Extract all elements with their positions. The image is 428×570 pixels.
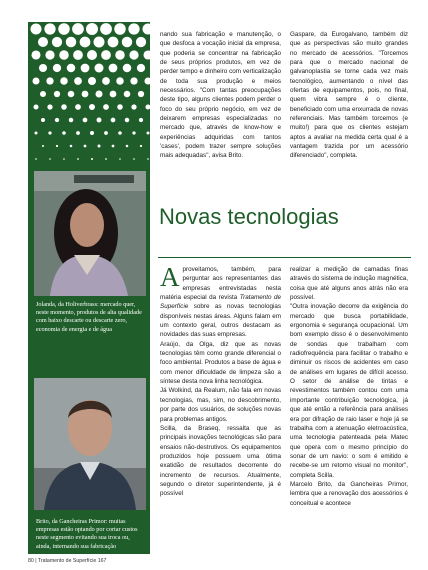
photo-brito (34, 378, 146, 510)
halftone-dot (98, 145, 101, 148)
halftone-dot (143, 50, 150, 59)
halftone-dot (86, 23, 98, 35)
halftone-dot (130, 77, 137, 84)
paragraph-measurement: realizar a medição de camadas finas através do sistema de indução magnética, coisa que até alguns anos atrás não era possível. (290, 266, 408, 302)
halftone-dot (67, 64, 76, 73)
halftone-dot (97, 118, 102, 123)
article-top-paragraph-2: Gaspare, da Eurogalvano, também diz que as perspectivas são muito grandes no mercado de acessórios. "Torcemos para que o mercado nacional de galvanoplastia se torne cada vez mais tecnológico, aumentando o nível das ofertas de equipamentos, pois, no final, quem vibra sempre é o cliente, beneficiado com uma enxurrada de novas referenciais. Mas também torcemos (e muito!) para que os clientes estejam aptos a avaliar na medida certa qual é a vantagem trazida por um acessório diferenciado", completa. (290, 31, 408, 160)
halftone-dot (53, 64, 61, 72)
halftone-dot (109, 64, 118, 73)
halftone-dot (60, 77, 68, 85)
halftone-dot (30, 23, 41, 34)
halftone-dot (46, 77, 53, 84)
halftone-dot (76, 131, 80, 135)
halftone-dot (112, 145, 115, 148)
halftone-dot (133, 158, 135, 160)
halftone-dot (69, 118, 74, 123)
section-divider (158, 257, 411, 258)
magazine-name: Tratamento de Superfície (160, 294, 282, 311)
halftone-dot (129, 50, 138, 59)
page-footer: 80 | Tratamento de Superfície 167 (28, 558, 107, 564)
caption-jolanda: Jolanda, da Holiverbrass: mercado quer, neste momento, produtos de alta qualidade com baixo descarte ou descarte zero, economia de energia e de água (36, 301, 142, 333)
halftone-dot (101, 50, 111, 60)
halftone-dot (34, 131, 37, 134)
halftone-dot (108, 37, 119, 48)
halftone-dot (96, 91, 103, 98)
halftone-dot (116, 77, 124, 85)
halftone-dot (136, 37, 146, 47)
halftone-dot (100, 23, 112, 35)
halftone-dot (82, 91, 89, 98)
halftone-dot (144, 77, 150, 84)
halftone-dot (111, 118, 116, 123)
halftone-dot (84, 145, 87, 148)
halftone-dot (32, 77, 39, 84)
halftone-dot (77, 158, 79, 160)
halftone-dot (42, 145, 44, 147)
paragraph-wolkind: Já Wolkind, da Realum, não fala em novas tecnologias, mas, sim, no descobrimento, por parte dos usuários, de soluções novas para problemas antigos. (160, 387, 281, 423)
halftone-dot (104, 131, 108, 135)
halftone-dot (132, 131, 135, 134)
photo-jolanda (34, 171, 146, 296)
halftone-dot (83, 118, 88, 123)
section-column-2 (290, 265, 408, 508)
article-top-column-1 (160, 30, 281, 161)
halftone-dot (102, 77, 110, 85)
halftone-dot (74, 77, 82, 85)
halftone-dot (41, 118, 45, 122)
halftone-dot (105, 158, 107, 160)
halftone-dot (45, 50, 54, 59)
halftone-dot (75, 104, 81, 110)
halftone-dot (31, 50, 40, 59)
halftone-dot (137, 64, 145, 72)
halftone-dot (49, 158, 51, 160)
halftone-dot (62, 131, 66, 135)
halftone-dot (68, 91, 75, 98)
halftone-dot (115, 50, 125, 60)
halftone-dot (90, 131, 94, 135)
halftone-dot (47, 104, 52, 109)
halftone-dot (114, 23, 126, 35)
halftone-dot (70, 145, 73, 148)
paragraph-scilla: Scilla, da Braseq, ressalta que as principais inovações tecnológicas são para ensaios não-destrutivos. Os equipamentos produzidos hoje possuem uma ótima exatidão de resultados decorrente do incremento de recursos. Atualmente, segundo o diretor superintendente, já é possível (160, 424, 281, 498)
paragraph-scilla-quote: "Outra inovação decorre da exigência do mercado que busca portabilidade, ergonomia e segurança ocupacional. Um bom exemplo disso é o desenvolvimento de sondas que trabalham com radiofrequência para facilitar o trabalho e diminuir os riscos de acidentes em caso de análises em lugares de difícil acesso. O setor de análise de tintas e revestimentos também contou com uma importante contribuição tecnológica, já que até então a referência para análises era por difração de raio laser e hoje já se trabalha com a atenuação eletroacústica, uma tecnologia patenteada pela Matec que opera com o mesmo princípio do sonar de um navio: o som é emitido e recebe-se um retorno visual no monitor", completa Scilla. (290, 303, 408, 479)
halftone-dot (118, 131, 122, 135)
halftone-dot (95, 64, 104, 73)
halftone-dot (40, 91, 46, 97)
halftone-dot (122, 37, 133, 48)
lead-text-end: sobre as novas tecnologias disponíveis nestas áreas. Alguns falam em um contexto geral, outros destacam as novidades das suas empresas. (160, 303, 281, 339)
halftone-dot (117, 104, 123, 110)
halftone-dot (44, 23, 55, 34)
halftone-dot (81, 64, 90, 73)
halftone-dot (61, 104, 67, 110)
halftone-dot (89, 104, 95, 110)
halftone-dot (88, 77, 96, 85)
halftone-dot (91, 158, 93, 160)
section-column-1 (160, 262, 282, 499)
lead-text: proveitamos, também, para perguntar aos representantes das empresas entrevistadas nesta matéria especial da revista (160, 266, 281, 302)
drop-cap: A (160, 262, 180, 292)
halftone-dot (87, 50, 97, 60)
article-top-paragraph-1: nando sua fabricação e manutenção, o que desfoca a vocação inicial da empresa, que poderia se concentrar na fabricação de seus próprios produtos, em vez de perder tempo e dinheiro com verticalização de toda sua produção e meios necessários. "Com tantas preocupações deste tipo, alguns clientes podem perder o foco do seu próprio negócio, em vez de deixarem empresas especializadas no mercado que, através de know-how e experiências adquiridas com tantos 'cases', podem trazer sempre soluções mais adequadas", avisa Brito. (160, 31, 281, 160)
halftone-dot (125, 118, 130, 123)
halftone-dot (110, 91, 117, 98)
halftone-dot (142, 23, 150, 34)
halftone-dot (147, 158, 149, 160)
halftone-dot (146, 131, 149, 134)
halftone-dot (55, 118, 59, 122)
halftone-dot (103, 104, 109, 110)
halftone-dot (80, 37, 91, 48)
halftone-dot (123, 64, 132, 73)
halftone-dot (128, 23, 139, 34)
article-top-column-2 (290, 30, 408, 161)
halftone-dot (138, 91, 144, 97)
halftone-dot (38, 37, 48, 47)
halftone-dot (56, 145, 58, 147)
halftone-dot (124, 91, 131, 98)
halftone-dot (63, 158, 65, 160)
halftone-dot (126, 145, 129, 148)
halftone-dot (54, 91, 60, 97)
halftone-dot (35, 158, 37, 160)
halftone-dot (72, 23, 84, 35)
halftone-dot (145, 104, 150, 109)
halftone-dot (58, 23, 70, 35)
section-lead-paragraph (160, 262, 282, 340)
paragraph-brito: Marcelo Brito, da Gancheiras Primor, lembra que a renovação dos acessórios é conceitual e acontece (290, 480, 408, 507)
halftone-dot (33, 104, 38, 109)
halftone-dot (52, 37, 62, 47)
caption-brito: Brito, da Gancheiras Primor: muitas empresas estão optando por cortar custos neste segmento evitando sua troca ou, ainda, internando sua fabricação (36, 518, 138, 550)
dot-pattern-decoration (28, 22, 150, 172)
halftone-dot (59, 50, 69, 60)
paragraph-araujo: Araújo, da Olga, diz que as novas tecnologias têm como grande diferencial o foco ambiental. Produtos a base de água e com menor dificuldade de limpeza são a síntese desta nova linha tecnológica. (160, 340, 281, 386)
halftone-dot (140, 145, 142, 147)
halftone-dot (139, 118, 143, 122)
halftone-dot (39, 64, 47, 72)
halftone-dot (119, 158, 121, 160)
section-title: Novas tecnologias (159, 204, 339, 229)
halftone-dot (73, 50, 83, 60)
halftone-dot (94, 37, 105, 48)
halftone-dot (48, 131, 51, 134)
halftone-dot (131, 104, 136, 109)
halftone-dot (66, 37, 77, 48)
